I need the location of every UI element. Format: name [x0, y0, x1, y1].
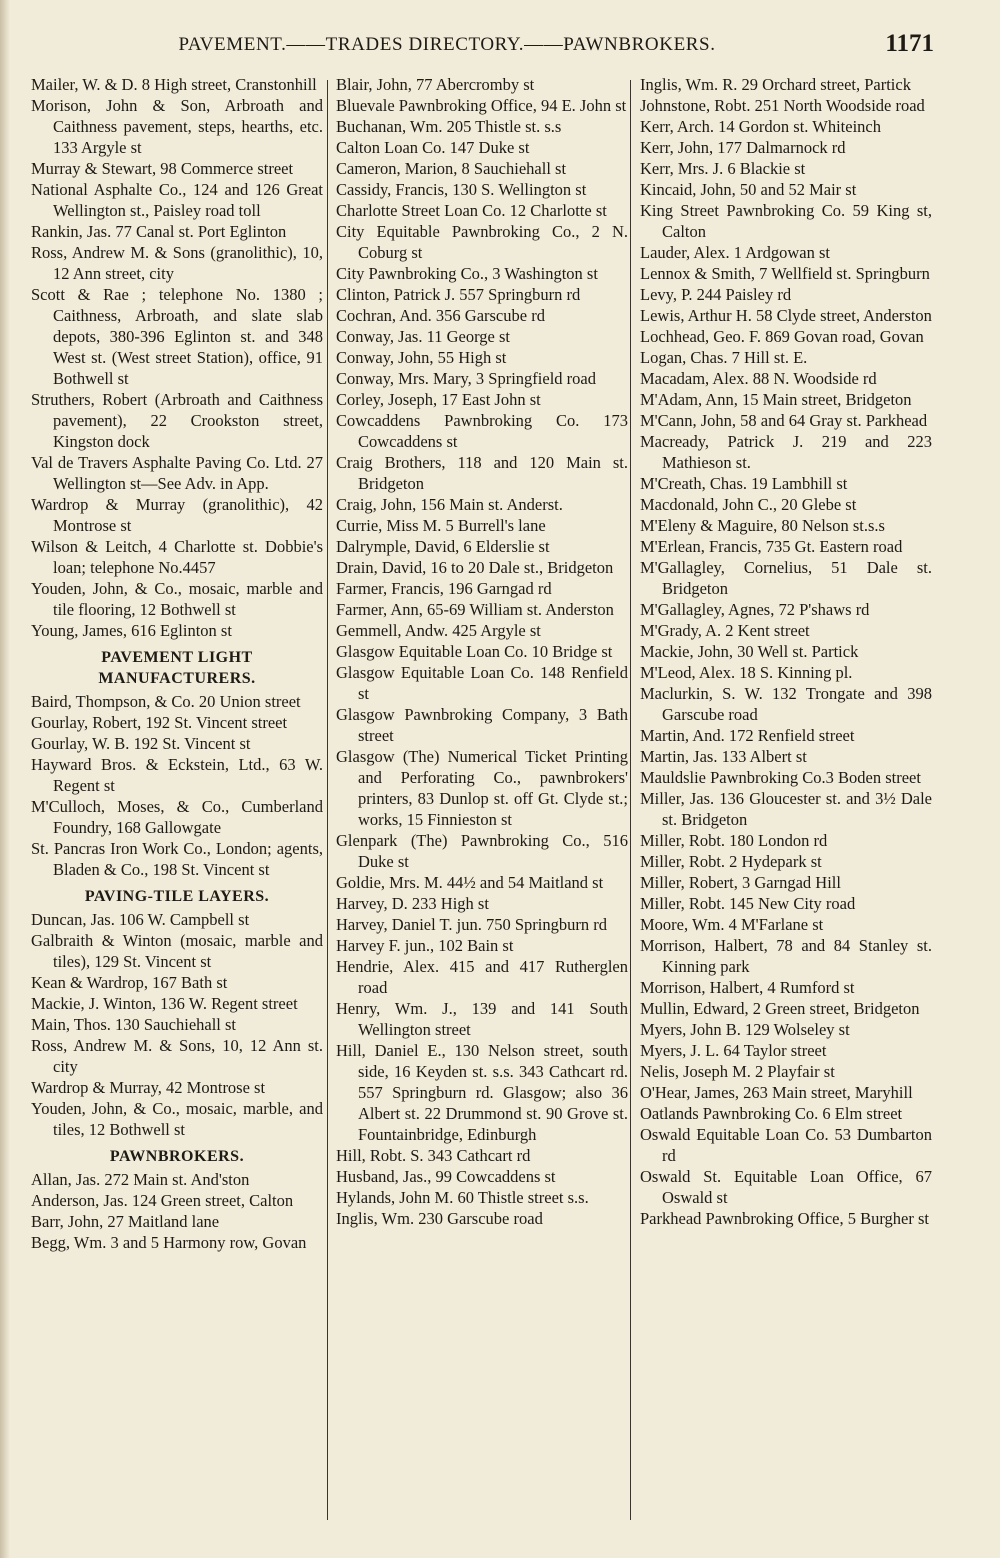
directory-entry: Oatlands Pawnbroking Co. 6 Elm street	[640, 1104, 903, 1123]
directory-entry: Barr, John, 27 Maitland lane	[31, 1212, 220, 1231]
directory-entry: Harvey F. jun., 102 Bain st	[336, 936, 514, 955]
directory-entry: Myers, John B. 129 Wolseley st	[640, 1020, 850, 1039]
directory-entry: King Street Pawnbroking Co. 59 King st, Calton	[640, 201, 932, 241]
directory-entry: Mackie, J. Winton, 136 W. Regent street	[31, 994, 298, 1013]
directory-entry: Mackie, John, 30 Well st. Partick	[640, 642, 859, 661]
directory-entry: Glenpark (The) Pawnbroking Co., 516 Duke st	[336, 831, 628, 871]
directory-entry: Farmer, Ann, 65-69 William st. Anderston	[336, 600, 614, 619]
column-rule-2	[630, 80, 631, 1520]
section-heading-pawnbrokers: PAWNBROKERS.	[109, 1148, 245, 1165]
directory-entry: Glasgow Equitable Loan Co. 10 Bridge st	[336, 642, 613, 661]
directory-entry: Maclurkin, S. W. 132 Trongate and 398 Garscube road	[640, 684, 932, 724]
directory-entry: Levy, P. 244 Paisley rd	[640, 285, 792, 304]
directory-entry: M'Grady, A. 2 Kent street	[640, 621, 810, 640]
directory-entry: M'Adam, Ann, 15 Main street, Bridgeton	[640, 390, 912, 409]
directory-entry: Martin, And. 172 Renfield street	[640, 726, 855, 745]
directory-entry: Drain, David, 16 to 20 Dale st., Bridgeton	[336, 558, 614, 577]
page-number: 1171	[885, 30, 934, 57]
directory-entry: Lauder, Alex. 1 Ardgowan st	[640, 243, 830, 262]
directory-entry: Miller, Jas. 136 Gloucester st. and 3½ Dale st. Bridgeton	[640, 789, 932, 829]
directory-entry: Duncan, Jas. 106 W. Campbell st	[31, 910, 250, 929]
directory-entry: Craig, John, 156 Main st. Anderst.	[336, 495, 563, 514]
directory-entry: Morison, John & Son, Arbroath and Caithness pavement, steps, hearths, etc. 133 Argyle st	[31, 96, 323, 157]
directory-entry: Conway, Jas. 11 George st	[336, 327, 510, 346]
directory-entry: Buchanan, Wm. 205 Thistle st. s.s	[336, 117, 562, 136]
directory-entry: Conway, John, 55 High st	[336, 348, 507, 367]
directory-entry: Martin, Jas. 133 Albert st	[640, 747, 807, 766]
directory-entry: Kerr, Arch. 14 Gordon st. Whiteinch	[640, 117, 881, 136]
section-heading-pavement-light: PAVEMENT LIGHT MANUFACTURERS.	[98, 649, 256, 687]
directory-entry: Cochran, And. 356 Garscube rd	[336, 306, 545, 325]
directory-entry: M'Gallagley, Agnes, 72 P'shaws rd	[640, 600, 870, 619]
directory-entry: Logan, Chas. 7 Hill st. E.	[640, 348, 808, 367]
directory-entry: Hill, Daniel E., 130 Nelson street, south side, 16 Keyden st. s.s. 343 Cathcart rd. 557 Springburn rd. Glasgow; also 36 Albert st. 22 Drummond st. 90 Grove st. Fountainbridge, Edinburgh	[336, 1041, 628, 1144]
directory-entry: Moore, Wm. 4 M'Farlane st	[640, 915, 824, 934]
directory-entry: Oswald Equitable Loan Co. 53 Dumbarton rd	[640, 1125, 932, 1165]
directory-entry: Myers, J. L. 64 Taylor street	[640, 1041, 827, 1060]
directory-entry: City Equitable Pawnbroking Co., 2 N. Coburg st	[336, 222, 628, 262]
directory-entry: Wardrop & Murray (granolithic), 42 Montrose st	[31, 495, 323, 535]
directory-entry: Gourlay, W. B. 192 St. Vincent st	[31, 734, 251, 753]
directory-entry: Macdonald, John C., 20 Glebe st	[640, 495, 857, 514]
directory-entry: Scott & Rae ; telephone No. 1380 ; Caithness, Arbroath, and slate slab depots, 380-396 Eglinton st. and 348 West st. (West street Station), office, 91 Bothwell st	[31, 285, 323, 388]
directory-entry: Charlotte Street Loan Co. 12 Charlotte st	[336, 201, 607, 220]
directory-entry: Gemmell, Andw. 425 Argyle st	[336, 621, 541, 640]
directory-entry: Clinton, Patrick J. 557 Springburn rd	[336, 285, 581, 304]
section-heading-paving-tile: PAVING-TILE LAYERS.	[84, 888, 270, 905]
directory-entry: M'Eleny & Maguire, 80 Nelson st.s.s	[640, 516, 885, 535]
directory-entry: Kerr, John, 177 Dalmarnock rd	[640, 138, 846, 157]
pawnbroker-entries	[31, 1169, 323, 1253]
paving-tile-entries	[31, 909, 323, 1140]
column-2	[336, 74, 628, 1229]
directory-entry: Nelis, Joseph M. 2 Playfair st	[640, 1062, 835, 1081]
directory-entry: Struthers, Robert (Arbroath and Caithness pavement), 22 Crookston street, Kingston dock	[31, 390, 323, 451]
directory-entry: Cassidy, Francis, 130 S. Wellington st	[336, 180, 587, 199]
directory-entry: M'Gallagley, Cornelius, 51 Dale st. Bridgeton	[640, 558, 932, 598]
directory-entry: Miller, Robert, 3 Garngad Hill	[640, 873, 841, 892]
directory-entry: Macadam, Alex. 88 N. Woodside rd	[640, 369, 877, 388]
directory-entry: Mullin, Edward, 2 Green street, Bridgeton	[640, 999, 920, 1018]
directory-entry: Lewis, Arthur H. 58 Clyde street, Anderston	[640, 306, 932, 325]
directory-entry: Corley, Joseph, 17 East John st	[336, 390, 541, 409]
directory-entry: National Asphalte Co., 124 and 126 Great Wellington st., Paisley road toll	[31, 180, 323, 220]
directory-entry: City Pawnbroking Co., 3 Washington st	[336, 264, 598, 283]
directory-entry: Lennox & Smith, 7 Wellfield st. Springburn	[640, 264, 930, 283]
directory-entry: Glasgow Equitable Loan Co. 148 Renfield st	[336, 663, 628, 703]
directory-entry: M'Culloch, Moses, & Co., Cumberland Foundry, 168 Gallowgate	[31, 797, 323, 837]
directory-entry: Bluevale Pawnbroking Office, 94 E. John st	[336, 96, 627, 115]
page-gutter-shadow	[0, 0, 10, 1558]
directory-entry: Inglis, Wm. 230 Garscube road	[336, 1209, 543, 1228]
directory-entry: Ross, Andrew M. & Sons (granolithic), 10, 12 Ann street, city	[31, 243, 323, 283]
directory-entry: Parkhead Pawnbroking Office, 5 Burgher st	[640, 1209, 929, 1228]
directory-entry: Cameron, Marion, 8 Sauchiehall st	[336, 159, 567, 178]
directory-entry: Baird, Thompson, & Co. 20 Union street	[31, 692, 301, 711]
directory-entry: Murray & Stewart, 98 Commerce street	[31, 159, 294, 178]
pawnbroker-entries	[336, 74, 628, 1229]
directory-entry: Youden, John, & Co., mosaic, marble, and tiles, 12 Bothwell st	[31, 1099, 323, 1139]
directory-entry: Inglis, Wm. R. 29 Orchard street, Partick	[640, 75, 911, 94]
directory-entry: Morrison, Halbert, 4 Rumford st	[640, 978, 855, 997]
directory-entry: Begg, Wm. 3 and 5 Harmony row, Govan	[31, 1233, 307, 1252]
column-3	[640, 74, 932, 1229]
directory-entry: Goldie, Mrs. M. 44½ and 54 Maitland st	[336, 873, 604, 892]
directory-entry: Young, James, 616 Eglinton st	[31, 621, 232, 640]
directory-entry: Currie, Miss M. 5 Burrell's lane	[336, 516, 546, 535]
directory-entry: Johnstone, Robt. 251 North Woodside road	[640, 96, 925, 115]
directory-entry: Harvey, Daniel T. jun. 750 Springburn rd	[336, 915, 607, 934]
directory-entry: M'Creath, Chas. 19 Lambhill st	[640, 474, 848, 493]
directory-entry: Mailer, W. & D. 8 High street, Cranstonhill	[31, 75, 317, 94]
directory-entry: Husband, Jas., 99 Cowcaddens st	[336, 1167, 556, 1186]
directory-entry: Miller, Robt. 145 New City road	[640, 894, 856, 913]
directory-entry: Conway, Mrs. Mary, 3 Springfield road	[336, 369, 596, 388]
directory-entry: Henry, Wm. J., 139 and 141 South Wellington street	[336, 999, 628, 1039]
column-1	[31, 74, 323, 1253]
directory-entry: Harvey, D. 233 High st	[336, 894, 489, 913]
directory-entry: M'Cann, John, 58 and 64 Gray st. Parkhead	[640, 411, 928, 430]
pavement-entries	[31, 74, 323, 641]
directory-entry: Rankin, Jas. 77 Canal st. Port Eglinton	[31, 222, 287, 241]
directory-entry: Hendrie, Alex. 415 and 417 Rutherglen road	[336, 957, 628, 997]
directory-entry: Youden, John, & Co., mosaic, marble and tile flooring, 12 Bothwell st	[31, 579, 323, 619]
directory-entry: Kean & Wardrop, 167 Bath st	[31, 973, 228, 992]
pawnbroker-entries	[640, 74, 932, 1229]
directory-entry: M'Erlean, Francis, 735 Gt. Eastern road	[640, 537, 903, 556]
directory-entry: Ross, Andrew M. & Sons, 10, 12 Ann st. city	[31, 1036, 323, 1076]
directory-entry: Kerr, Mrs. J. 6 Blackie st	[640, 159, 806, 178]
directory-entry: Main, Thos. 130 Sauchiehall st	[31, 1015, 237, 1034]
directory-entry: Galbraith & Winton (mosaic, marble and tiles), 129 St. Vincent st	[31, 931, 323, 971]
directory-entry: Wilson & Leitch, 4 Charlotte st. Dobbie's loan; telephone No.4457	[31, 537, 323, 577]
directory-entry: Wardrop & Murray, 42 Montrose st	[31, 1078, 266, 1097]
directory-entry: O'Hear, James, 263 Main street, Maryhill	[640, 1083, 913, 1102]
directory-entry: Lochhead, Geo. F. 869 Govan road, Govan	[640, 327, 924, 346]
directory-entry: Oswald St. Equitable Loan Office, 67 Oswald st	[640, 1167, 932, 1207]
directory-entry: Mauldslie Pawnbroking Co.3 Boden street	[640, 768, 921, 787]
directory-entry: St. Pancras Iron Work Co., London; agents, Bladen & Co., 198 St. Vincent st	[31, 839, 323, 879]
directory-entry: Glasgow Pawnbroking Company, 3 Bath street	[336, 705, 628, 745]
directory-entry: Hill, Robt. S. 343 Cathcart rd	[336, 1146, 531, 1165]
directory-entry: Gourlay, Robert, 192 St. Vincent street	[31, 713, 288, 732]
directory-entry: Hylands, John M. 60 Thistle street s.s.	[336, 1188, 589, 1207]
directory-entry: Craig Brothers, 118 and 120 Main st. Bridgeton	[336, 453, 628, 493]
directory-entry: Cowcaddens Pawnbroking Co. 173 Cowcaddens st	[336, 411, 628, 451]
directory-entry: Glasgow (The) Numerical Ticket Printing and Perforating Co., pawnbrokers' printers, 83 Dunlop st. off Gt. Clyde st.; works, 15 Finnieston st	[336, 747, 628, 829]
directory-entry: Kincaid, John, 50 and 52 Mair st	[640, 180, 857, 199]
directory-entry: M'Leod, Alex. 18 S. Kinning pl.	[640, 663, 853, 682]
directory-entry: Anderson, Jas. 124 Green street, Calton	[31, 1191, 294, 1210]
directory-entry: Macready, Patrick J. 219 and 223 Mathieson st.	[640, 432, 932, 472]
directory-entry: Calton Loan Co. 147 Duke st	[336, 138, 530, 157]
pavement-light-entries	[31, 691, 323, 880]
directory-entry: Dalrymple, David, 6 Elderslie st	[336, 537, 550, 556]
directory-entry: Miller, Robt. 2 Hydepark st	[640, 852, 822, 871]
directory-entry: Farmer, Francis, 196 Garngad rd	[336, 579, 552, 598]
directory-entry: Morrison, Halbert, 78 and 84 Stanley st. Kinning park	[640, 936, 932, 976]
directory-entry: Val de Travers Asphalte Paving Co. Ltd. 27 Wellington st—See Adv. in App.	[31, 453, 323, 493]
directory-entry: Allan, Jas. 272 Main st. And'ston	[31, 1170, 250, 1189]
column-rule-1	[327, 80, 328, 1520]
directory-entry: Blair, John, 77 Abercromby st	[336, 75, 535, 94]
directory-entry: Miller, Robt. 180 London rd	[640, 831, 828, 850]
running-head: PAVEMENT.——TRADES DIRECTORY.——PAWNBROKERS.	[178, 34, 716, 55]
directory-entry: Hayward Bros. & Eckstein, Ltd., 63 W. Regent st	[31, 755, 323, 795]
page-header	[30, 30, 934, 64]
